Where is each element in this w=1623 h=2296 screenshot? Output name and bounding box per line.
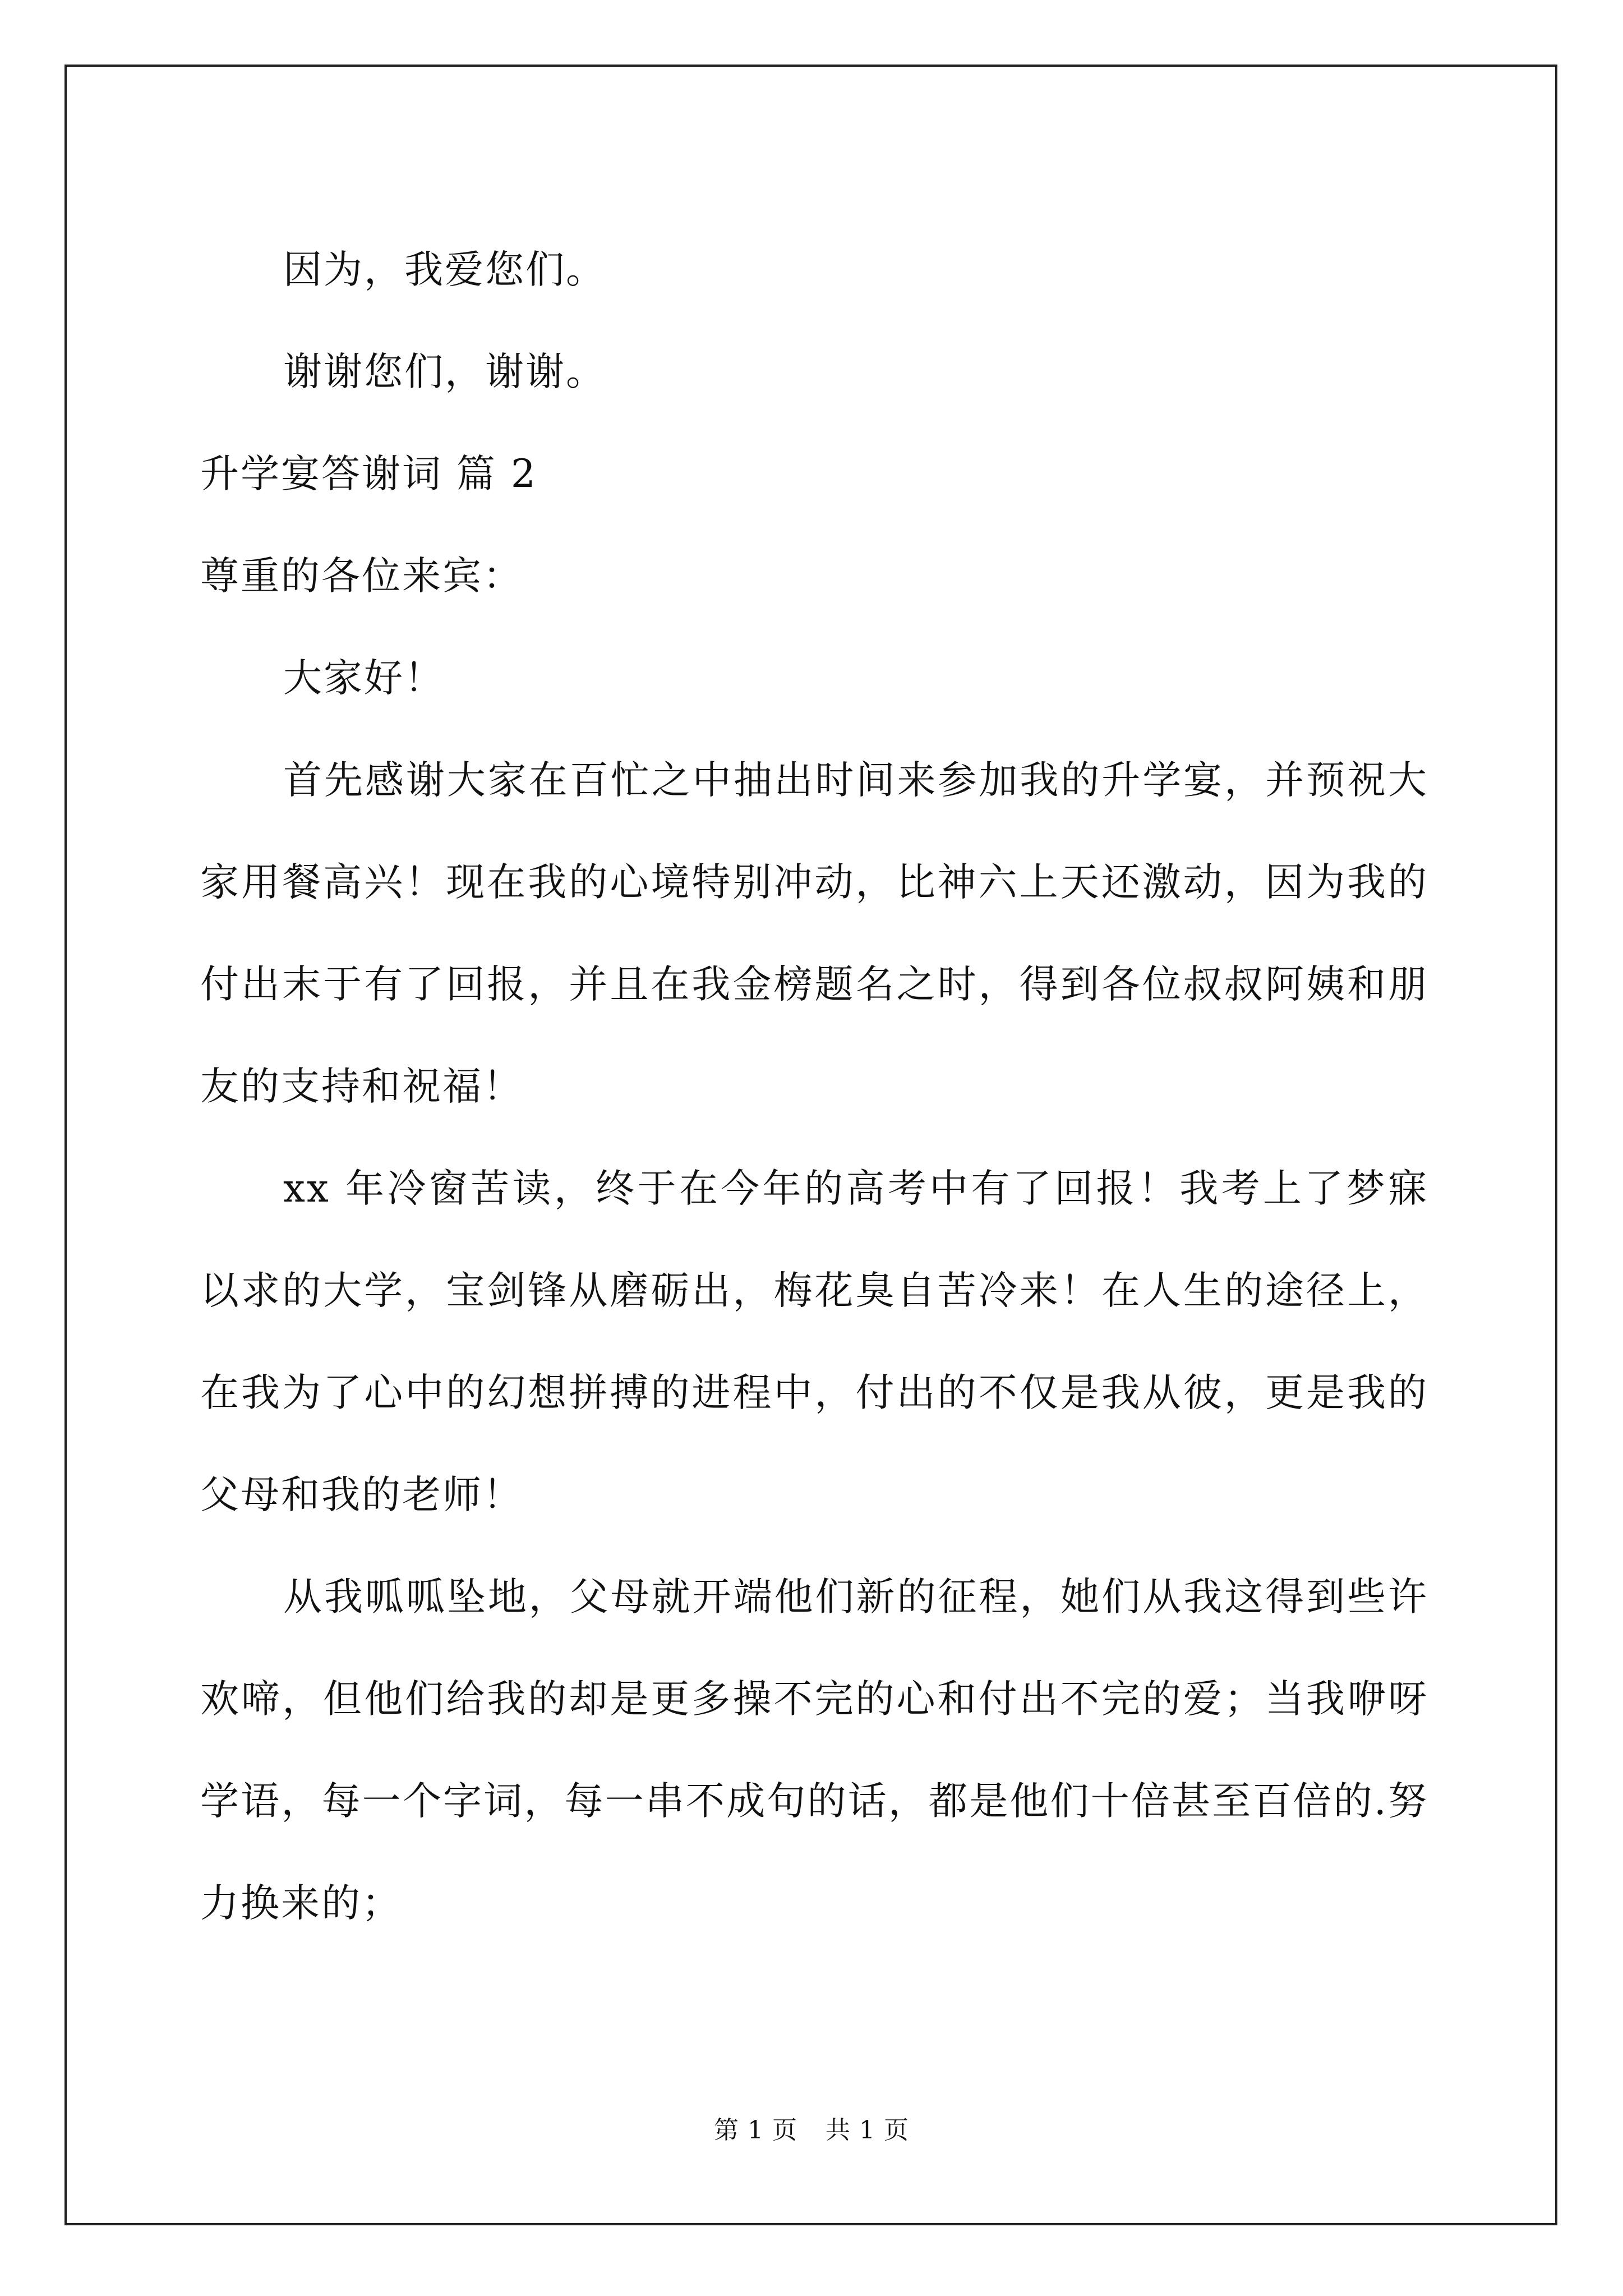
salutation: 尊重的各位来宾： <box>200 554 523 599</box>
paragraph-study: xx 年冷窗苦读，终于在今年的高考中有了回报！我考上了梦寐以求的大学，宝剑锋从磨砺出，梅花臭自苦冷来！在人生的途径上，在我为了心中的幻想拼搏的进程中，付出的不仅是我从彼，更是我的父母和我的老师！ <box>200 1166 1428 1517</box>
document-body <box>200 219 1428 1954</box>
section-heading: 升学宴答谢词 篇 2 <box>200 452 537 496</box>
paragraph-parents: 从我呱呱坠地，父母就开端他们新的征程，她们从我这得到些许欢啼，但他们给我的却是更多操不完的心和付出不完的爱；当我咿呀学语，每一个字词，每一串不成句的话，都是他们十倍甚至百倍的.努力换来的； <box>200 1575 1428 1926</box>
page-footer <box>0 2114 1623 2147</box>
page-number: 第 1 页 <box>714 2116 797 2145</box>
paragraph-thanks: 谢谢您们，谢谢。 <box>283 349 606 394</box>
greeting: 大家好！ <box>283 656 445 701</box>
page-total: 共 1 页 <box>826 2116 909 2145</box>
paragraph-opening: 首先感谢大家在百忙之中抽出时间来参加我的升学宴，并预祝大家用餐高兴！现在我的心境特别冲动，比神六上天还激动，因为我的付出末于有了回报，并且在我金榜题名之时，得到各位叔叔阿姨和朋友的支持和祝福！ <box>200 758 1428 1109</box>
paragraph-thanks-love: 因为，我爱您们。 <box>283 247 606 292</box>
